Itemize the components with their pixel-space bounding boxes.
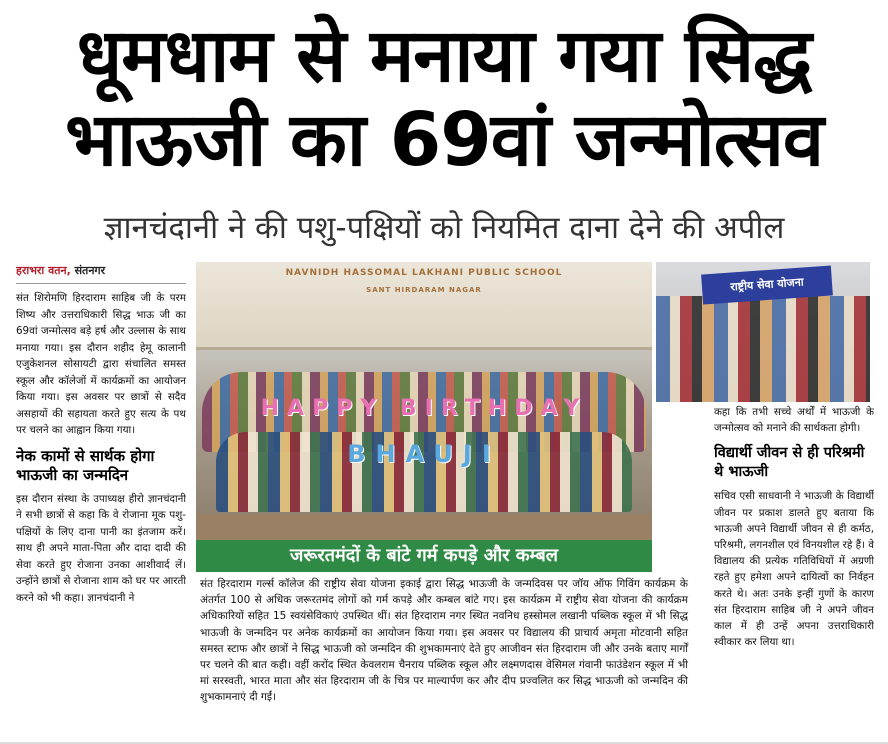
right-paragraph-2: सचिव एसी साधवानी ने भाऊजी के विद्यार्थी जीवन पर प्रकाश डालते हुए बताया कि भाऊजी अपने विद्यार्थी जीवन से ही कर्मठ, परिश्रमी, लगनशील एवं विनयशील रहे हैं। वे विद्यालय की प्रत्येक गतिविधियों में अग्रणी रहते हुए हमेशा अपने दायित्वों का निर्वहन करते थे। अतः उनके इन्हीं गुणों के कारण संत हिरदाराम साहिब जी ने अपने जीवन काल में ही उन्हें अपना उत्तराधिकारी स्वीकार कर लिया था। [714,490,874,649]
nss-photo [656,262,870,402]
left-paragraph-1: संत शिरोमणि हिरदाराम साहिब जी के परम शिष्य और उत्तराधिकारी सिद्ध भाऊ जी का 69वां जन्मोत्सव बड़े हर्ष और उल्लास के साथ मनाया गया। इस दौरान शहीद हेमू कालानी एजुकेशनल सोसायटी द्वारा संचालित समस्त स्कूल और कॉलेजों में कार्यक्रमों का आयोजन किया गया। इस अवसर पर छात्रों से सदैव असहायों की सहायता करते हुए सत्य के पथ पर चलने का आह्वान किया गया। [16,292,186,436]
headline [0,14,888,182]
caption-body: संत हिरदाराम गर्ल्स कॉलेज की राष्ट्रीय सेवा योजना इकाई द्वारा सिद्ध भाऊजी के जन्मदिवस पर जॉय ऑफ गिविंग कार्यक्रम के अंतर्गत 100 से अधिक जरूरतमंद लोगों को गर्म कपड़े और कम्बल बांटे गए। इस कार्यक्रम में राष्ट्रीय सेवा योजना की कार्यक्रम अधिकारियों सहित 15 स्वयंसेविकाएं उपस्थित थीं। संत हिरदाराम नगर स्थित नवनिध हस्सोमल लखानी पब्लिक स्कूल में भी सिद्ध भाऊजी के जन्मदिन पर अनेक कार्यक्रमों का आयोजन किया गया। इस अवसर पर विद्यालय की प्राचार्य अमृता मोटवानी सहित समस्त स्टाफ और छात्रों ने सिद्ध भाऊजी को जन्मदिन की शुभकामनाएं देते हुए आजीवन संत हिरदाराम जी और उनके बताए मार्गों पर चलने की बात कही। वहीं करोंद स्थित केवलराम चैनराय पब्लिक स्कूल और लक्ष्मणदास वेसिमल गंवानी फाउंडेशन स्कूल में भी मां सरस्वती, भारत माता और संत हिरदाराम जी के चित्र पर माल्यार्पण कर और दीप प्रज्वलित कर सिद्ध भाऊजी को जन्मदिन की शुभकामनाएं दी गईं। [200,578,688,704]
right-subheading: विद्यार्थी जीवन से ही परिश्रमी थे भाऊजी [714,445,865,481]
headline-line-1: धूमधाम से मनाया गया सिद्ध [76,13,812,99]
left-column [16,262,186,740]
birthday-letters: HAPPY BIRTHDAY [260,396,588,421]
caption-title: जरूरतमंदों के बांटे गर्म कपड़े और कम्बल [196,540,652,572]
right-paragraph-1: कहा कि तभी सच्चे अर्थों में भाऊजी के जन्मोत्सव को मनाने की सार्थकता होगी। [714,406,874,435]
left-paragraph-2: इस दौरान संस्था के उपाध्यक्ष हीरो ज्ञानचंदानी ने सभी छात्रों से कहा कि वे रोजाना मूक पशु-पक्षियों के लिए दाना पानी का इंतजाम करें। साथ ही अपने माता-पिता और दादा दादी की सेवा करते हुए रोजाना उनका आशीवार्द लें। उन्होंने छात्रों से रोजाना शाम को घर पर आरती करने को भी कहा। ज्ञानचंदानी ने [16,492,186,604]
byline [16,262,186,284]
school-name-sign: NAVNIDH HASSOMAL LAKHANI PUBLIC SCHOOL [285,268,563,278]
group-photo [196,262,652,540]
floor [196,514,652,540]
byline-place: संतनगर [70,264,106,277]
school-location-sign: SANT HIRDARAM NAGAR [366,286,482,294]
right-column [714,404,874,742]
left-subheading: नेक कामों से सार्थक होगा भाऊजी का जन्मदिन [16,446,155,484]
byline-source: हराभरा वतन, [16,264,71,277]
bhauji-letters: BHAUJI [347,440,501,468]
nss-banner: राष्ट्रीय सेवा योजना [701,266,833,305]
nss-people [656,296,870,402]
headline-line-2: भाऊजी का 69वां जन्मोत्सव [64,97,824,183]
subheadline: ज्ञानचंदानी ने की पशु-पक्षियों को नियमित दाना देने की अपील [103,210,785,246]
